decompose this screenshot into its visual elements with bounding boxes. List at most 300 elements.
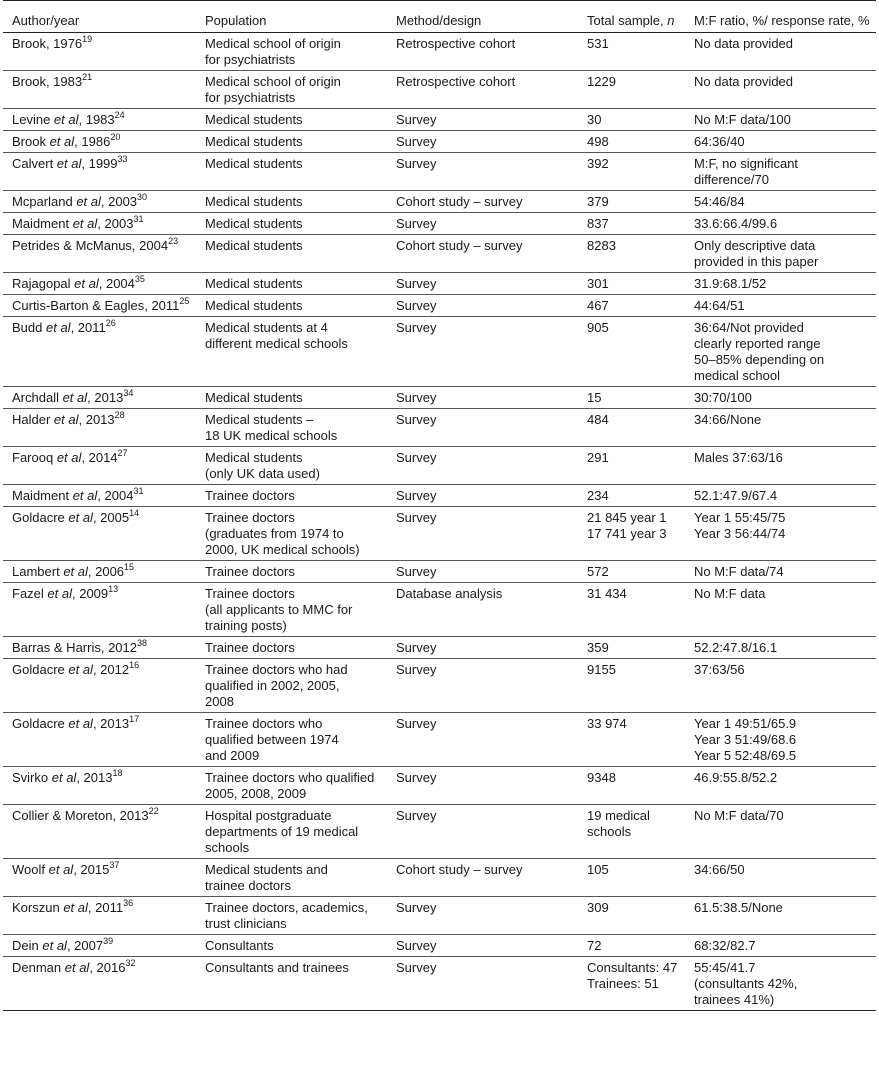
- author-cell: Lambert et al, 2006$^{15}$: [3, 561, 196, 583]
- ratio-cell: [685, 935, 876, 957]
- population-cell-line: Consultants and trainees: [205, 960, 349, 975]
- total-cell-line: 72: [587, 938, 602, 953]
- method-cell-line: Cohort study – survey: [396, 194, 523, 209]
- author-cell: Mcparland et al, 2003$^{30}$: [3, 191, 196, 213]
- ratio-cell-line: Year 5 52:48/69.5: [694, 748, 797, 763]
- author-cell: Collier & Moreton, 2013$^{22}$: [3, 805, 196, 859]
- ratio-cell-line: 54:46/84: [694, 194, 745, 209]
- total-cell: [578, 485, 685, 507]
- ratio-cell-line: clearly reported range: [694, 336, 821, 351]
- method-cell: [387, 935, 578, 957]
- ratio-cell: [685, 109, 876, 131]
- ratio-cell-line: No data provided: [694, 74, 794, 89]
- table-row: [3, 561, 876, 583]
- population-cell: [196, 317, 387, 387]
- ratio-cell: [685, 805, 876, 859]
- method-cell-line: Survey: [396, 134, 437, 149]
- ratio-cell: [685, 583, 876, 637]
- ratio-cell-line: No data provided: [694, 36, 794, 51]
- method-cell: [387, 317, 578, 387]
- author-cell: Brook et al, 1986$^{20}$: [3, 131, 196, 153]
- population-cell-line: (all applicants to MMC for: [205, 602, 353, 617]
- population-cell-line: Medical students: [205, 216, 303, 231]
- population-cell: [196, 191, 387, 213]
- ratio-cell: [685, 131, 876, 153]
- population-cell-line: Trainee doctors: [205, 586, 295, 601]
- author-cell: Fazel et al, 2009$^{13}$: [3, 583, 196, 637]
- table-row: [3, 387, 876, 409]
- table-row: [3, 859, 876, 897]
- method-cell-line: Database analysis: [396, 586, 503, 601]
- ratio-cell: [685, 191, 876, 213]
- author-cell: Maidment et al, 2004$^{31}$: [3, 485, 196, 507]
- population-cell: [196, 767, 387, 805]
- method-cell: [387, 235, 578, 273]
- population-cell: [196, 33, 387, 71]
- method-cell-line: Survey: [396, 112, 437, 127]
- total-cell: [578, 507, 685, 561]
- author-cell: Goldacre et al, 2013$^{17}$: [3, 713, 196, 767]
- table-row: [3, 659, 876, 713]
- author-cell: Goldacre et al, 2012$^{16}$: [3, 659, 196, 713]
- total-cell-line: 30: [587, 112, 602, 127]
- method-cell: [387, 583, 578, 637]
- method-cell-line: Survey: [396, 390, 437, 405]
- author-cell: Levine et al, 1983$^{24}$: [3, 109, 196, 131]
- population-cell-line: Medical students: [205, 156, 303, 171]
- method-cell-line: Cohort study – survey: [396, 862, 523, 877]
- ratio-cell-line: 30:70/100: [694, 390, 752, 405]
- reference-number: 14: [129, 508, 140, 518]
- method-cell-line: Survey: [396, 716, 437, 731]
- ratio-cell-line: medical school: [694, 368, 780, 383]
- population-cell-line: Consultants: [205, 938, 274, 953]
- reference-number: 38: [137, 638, 148, 648]
- author-cell: Denman et al, 2016$^{32}$: [3, 957, 196, 1011]
- ratio-cell-line: 46.9:55.8/52.2: [694, 770, 778, 785]
- method-cell-line: Survey: [396, 450, 437, 465]
- reference-number: 31: [133, 214, 144, 224]
- table-row: [3, 897, 876, 935]
- population-cell-line: 2005, 2008, 2009: [205, 786, 307, 801]
- author-cell: Dein et al, 2007$^{39}$: [3, 935, 196, 957]
- ratio-cell: [685, 561, 876, 583]
- total-cell-line: 1229: [587, 74, 616, 89]
- studies-table: [3, 0, 876, 1011]
- ratio-cell: [685, 235, 876, 273]
- ratio-cell-line: 44:64/51: [694, 298, 745, 313]
- population-cell: [196, 295, 387, 317]
- total-cell-line: 301: [587, 276, 609, 291]
- method-cell: [387, 805, 578, 859]
- reference-number: 16: [129, 660, 140, 670]
- total-cell-line: 837: [587, 216, 609, 231]
- method-cell-line: Survey: [396, 510, 437, 525]
- total-cell: [578, 447, 685, 485]
- ratio-cell: [685, 637, 876, 659]
- ratio-cell: [685, 33, 876, 71]
- header-population: Population: [196, 1, 387, 33]
- ratio-cell-line: 34:66/50: [694, 862, 745, 877]
- population-cell: [196, 583, 387, 637]
- author-cell: Barras & Harris, 2012$^{38}$: [3, 637, 196, 659]
- total-cell: [578, 659, 685, 713]
- ratio-cell-line: 34:66/None: [694, 412, 762, 427]
- total-cell-line: 33 974: [587, 716, 627, 731]
- method-cell-line: Survey: [396, 564, 437, 579]
- ratio-cell: [685, 213, 876, 235]
- total-cell-line: 359: [587, 640, 609, 655]
- ratio-cell-line: trainees 41%): [694, 992, 775, 1007]
- total-cell-line: 9155: [587, 662, 616, 677]
- ratio-cell-line: difference/70: [694, 172, 769, 187]
- method-cell-line: Survey: [396, 216, 437, 231]
- method-cell: [387, 109, 578, 131]
- ratio-cell: [685, 153, 876, 191]
- table-row: [3, 273, 876, 295]
- population-cell: [196, 409, 387, 447]
- reference-number: 31: [133, 486, 144, 496]
- ratio-cell: [685, 71, 876, 109]
- table-row: [3, 109, 876, 131]
- ratio-cell-line: 36:64/Not provided: [694, 320, 804, 335]
- table-row: [3, 191, 876, 213]
- population-cell-line: Hospital postgraduate: [205, 808, 332, 823]
- population-cell-line: Medical students at 4: [205, 320, 328, 335]
- total-cell-line: 234: [587, 488, 609, 503]
- ratio-cell: [685, 767, 876, 805]
- total-cell-line: 291: [587, 450, 609, 465]
- population-cell-line: qualified between 1974: [205, 732, 339, 747]
- total-cell-line: 17 741 year 3: [587, 526, 667, 541]
- total-cell-line: Consultants: 47: [587, 960, 678, 975]
- author-cell: Budd et al, 2011$^{26}$: [3, 317, 196, 387]
- table-row: [3, 409, 876, 447]
- table-row: [3, 33, 876, 71]
- ratio-cell-line: Males 37:63/16: [694, 450, 783, 465]
- reference-number: 25: [179, 296, 190, 306]
- ratio-cell-line: No M:F data: [694, 586, 766, 601]
- ratio-cell: [685, 409, 876, 447]
- population-cell: [196, 387, 387, 409]
- method-cell-line: Survey: [396, 156, 437, 171]
- header-total-line: sample, n: [618, 13, 675, 28]
- population-cell: [196, 561, 387, 583]
- ratio-cell-line: Only descriptive data: [694, 238, 816, 253]
- population-cell-line: Trainee doctors: [205, 488, 295, 503]
- population-cell-line: Trainee doctors who had: [205, 662, 348, 677]
- header-row: [3, 1, 876, 33]
- method-cell-line: Retrospective cohort: [396, 74, 516, 89]
- method-cell-line: Survey: [396, 298, 437, 313]
- method-cell-line: Survey: [396, 960, 437, 975]
- population-cell: [196, 957, 387, 1011]
- population-cell: [196, 935, 387, 957]
- population-cell-line: Medical students: [205, 276, 303, 291]
- population-cell-line: Trainee doctors: [205, 564, 295, 579]
- header-total-line: Total: [587, 13, 615, 28]
- total-cell: [578, 387, 685, 409]
- population-cell: [196, 273, 387, 295]
- header-ratio-line: M:F ratio, %/: [694, 13, 768, 28]
- author-cell: Brook, 1976$^{19}$: [3, 33, 196, 71]
- ratio-cell: [685, 317, 876, 387]
- population-cell-line: for psychiatrists: [205, 52, 296, 67]
- method-cell: [387, 409, 578, 447]
- total-cell: [578, 235, 685, 273]
- ratio-cell-line: (consultants 42%,: [694, 976, 798, 991]
- population-cell-line: Medical students: [205, 134, 303, 149]
- ratio-cell: [685, 507, 876, 561]
- population-cell-line: Medical students: [205, 450, 303, 465]
- method-cell-line: Survey: [396, 662, 437, 677]
- ratio-cell-line: provided in this paper: [694, 254, 819, 269]
- ratio-cell-line: Year 3 56:44/74: [694, 526, 786, 541]
- header-ratio: [685, 1, 876, 33]
- method-cell-line: Cohort study – survey: [396, 238, 523, 253]
- method-cell: [387, 191, 578, 213]
- author-cell: Brook, 1983$^{21}$: [3, 71, 196, 109]
- method-cell: [387, 295, 578, 317]
- total-cell: [578, 767, 685, 805]
- ratio-cell: [685, 485, 876, 507]
- ratio-cell-line: 33.6:66.4/99.6: [694, 216, 778, 231]
- total-cell: [578, 805, 685, 859]
- total-cell: [578, 295, 685, 317]
- table-row: [3, 583, 876, 637]
- population-cell: [196, 235, 387, 273]
- author-cell: Curtis-Barton & Eagles, 2011$^{25}$: [3, 295, 196, 317]
- reference-number: 37: [109, 860, 120, 870]
- method-cell: [387, 273, 578, 295]
- reference-number: 28: [114, 410, 125, 420]
- ratio-cell-line: 68:32/82.7: [694, 938, 756, 953]
- total-cell: [578, 897, 685, 935]
- population-cell-line: Medical students and: [205, 862, 328, 877]
- table-row: [3, 767, 876, 805]
- method-cell: [387, 767, 578, 805]
- ratio-cell: [685, 273, 876, 295]
- total-cell: [578, 153, 685, 191]
- total-cell-line: 105: [587, 862, 609, 877]
- method-cell-line: Survey: [396, 320, 437, 335]
- total-cell: [578, 33, 685, 71]
- population-cell-line: 2000, UK medical schools): [205, 542, 360, 557]
- table-body: [3, 33, 876, 1011]
- reference-number: 18: [112, 768, 123, 778]
- population-cell-line: Trainee doctors, academics,: [205, 900, 368, 915]
- total-cell: [578, 191, 685, 213]
- population-cell-line: Medical students: [205, 238, 303, 253]
- header-ratio-line: response rate, %: [771, 13, 870, 28]
- method-cell: [387, 153, 578, 191]
- reference-number: 13: [108, 584, 119, 594]
- population-cell: [196, 447, 387, 485]
- total-cell: [578, 109, 685, 131]
- reference-number: 32: [125, 958, 136, 968]
- population-cell-line: training posts): [205, 618, 287, 633]
- population-cell-line: (only UK data used): [205, 466, 320, 481]
- method-cell: [387, 131, 578, 153]
- population-cell: [196, 131, 387, 153]
- total-cell-line: Trainees: 51: [587, 976, 659, 991]
- method-cell-line: Survey: [396, 488, 437, 503]
- population-cell-line: 2008: [205, 694, 234, 709]
- population-cell: [196, 213, 387, 235]
- ratio-cell: [685, 957, 876, 1011]
- method-cell: [387, 447, 578, 485]
- total-cell-line: 15: [587, 390, 602, 405]
- population-cell: [196, 507, 387, 561]
- population-cell-line: 18 UK medical schools: [205, 428, 338, 443]
- ratio-cell-line: 31.9:68.1/52: [694, 276, 767, 291]
- total-cell-line: 498: [587, 134, 609, 149]
- population-cell-line: Medical school of origin: [205, 74, 341, 89]
- ratio-cell: [685, 295, 876, 317]
- total-cell-line: 19 medical: [587, 808, 650, 823]
- population-cell-line: qualified in 2002, 2005,: [205, 678, 340, 693]
- method-cell: [387, 957, 578, 1011]
- ratio-cell-line: Year 1 55:45/75: [694, 510, 786, 525]
- ratio-cell-line: 50–85% depending on: [694, 352, 825, 367]
- population-cell-line: and 2009: [205, 748, 260, 763]
- total-cell: [578, 131, 685, 153]
- ratio-cell-line: Year 3 51:49/68.6: [694, 732, 797, 747]
- table-row: [3, 317, 876, 387]
- table-row: [3, 153, 876, 191]
- method-cell: [387, 387, 578, 409]
- method-cell: [387, 507, 578, 561]
- total-cell: [578, 957, 685, 1011]
- table-row: [3, 485, 876, 507]
- population-cell-line: trainee doctors: [205, 878, 291, 893]
- total-cell-line: 905: [587, 320, 609, 335]
- table-row: [3, 805, 876, 859]
- population-cell-line: Medical students: [205, 194, 303, 209]
- reference-number: 21: [82, 72, 93, 82]
- ratio-cell: [685, 713, 876, 767]
- total-cell: [578, 561, 685, 583]
- total-cell: [578, 935, 685, 957]
- ratio-cell-line: 52.1:47.9/67.4: [694, 488, 778, 503]
- table-row: [3, 295, 876, 317]
- total-cell-line: schools: [587, 824, 632, 839]
- header-method: Method/design: [387, 1, 578, 33]
- author-cell: Maidment et al, 2003$^{31}$: [3, 213, 196, 235]
- reference-number: 15: [124, 562, 135, 572]
- total-cell: [578, 71, 685, 109]
- total-cell-line: 31 434: [587, 586, 627, 601]
- population-cell-line: departments of 19 medical: [205, 824, 359, 839]
- header-author: Author/year: [3, 1, 196, 33]
- author-cell: Goldacre et al, 2005$^{14}$: [3, 507, 196, 561]
- population-cell: [196, 485, 387, 507]
- total-cell-line: 9348: [587, 770, 616, 785]
- method-cell-line: Retrospective cohort: [396, 36, 516, 51]
- total-cell: [578, 859, 685, 897]
- population-cell: [196, 859, 387, 897]
- population-cell: [196, 897, 387, 935]
- population-cell: [196, 71, 387, 109]
- reference-number: 19: [82, 34, 93, 44]
- table-row: [3, 71, 876, 109]
- table-row: [3, 957, 876, 1011]
- method-cell-line: Survey: [396, 808, 437, 823]
- reference-number: 22: [148, 806, 159, 816]
- method-cell: [387, 33, 578, 71]
- author-cell: Woolf et al, 2015$^{37}$: [3, 859, 196, 897]
- population-cell: [196, 805, 387, 859]
- total-cell: [578, 583, 685, 637]
- author-cell: Svirko et al, 2013$^{18}$: [3, 767, 196, 805]
- reference-number: 23: [168, 236, 179, 246]
- total-cell: [578, 317, 685, 387]
- population-cell-line: trust clinicians: [205, 916, 287, 931]
- population-cell-line: Trainee doctors: [205, 640, 295, 655]
- method-cell: [387, 659, 578, 713]
- reference-number: 27: [117, 448, 128, 458]
- table-row: [3, 213, 876, 235]
- population-cell-line: Trainee doctors: [205, 510, 295, 525]
- reference-number: 33: [117, 154, 128, 164]
- total-cell: [578, 273, 685, 295]
- method-cell: [387, 561, 578, 583]
- population-cell-line: Medical students: [205, 112, 303, 127]
- method-cell: [387, 637, 578, 659]
- total-cell: [578, 213, 685, 235]
- population-cell-line: for psychiatrists: [205, 90, 296, 105]
- population-cell-line: Medical students –: [205, 412, 314, 427]
- author-cell: Farooq et al, 2014$^{27}$: [3, 447, 196, 485]
- population-cell-line: Trainee doctors who qualified: [205, 770, 375, 785]
- ratio-cell-line: Year 1 49:51/65.9: [694, 716, 797, 731]
- author-cell: Rajagopal et al, 2004$^{35}$: [3, 273, 196, 295]
- total-cell: [578, 713, 685, 767]
- total-cell-line: 484: [587, 412, 609, 427]
- author-cell: Calvert et al, 1999$^{33}$: [3, 153, 196, 191]
- total-cell-line: 309: [587, 900, 609, 915]
- method-cell: [387, 859, 578, 897]
- population-cell-line: Medical students: [205, 390, 303, 405]
- method-cell: [387, 213, 578, 235]
- ratio-cell-line: 52.2:47.8/16.1: [694, 640, 778, 655]
- author-cell: Petrides & McManus, 2004$^{23}$: [3, 235, 196, 273]
- reference-number: 30: [137, 192, 148, 202]
- population-cell: [196, 713, 387, 767]
- method-cell-line: Survey: [396, 640, 437, 655]
- method-cell: [387, 713, 578, 767]
- total-cell-line: 531: [587, 36, 609, 51]
- table-row: [3, 235, 876, 273]
- population-cell-line: (graduates from 1974 to: [205, 526, 344, 541]
- total-cell-line: 467: [587, 298, 609, 313]
- method-cell-line: Survey: [396, 938, 437, 953]
- ratio-cell-line: No M:F data/74: [694, 564, 784, 579]
- reference-number: 20: [110, 132, 121, 142]
- total-cell-line: 392: [587, 156, 609, 171]
- method-cell-line: Survey: [396, 900, 437, 915]
- table-row: [3, 507, 876, 561]
- table-row: [3, 447, 876, 485]
- population-cell-line: different medical schools: [205, 336, 348, 351]
- population-cell: [196, 659, 387, 713]
- method-cell-line: Survey: [396, 276, 437, 291]
- total-cell: [578, 637, 685, 659]
- ratio-cell: [685, 659, 876, 713]
- table-row: [3, 713, 876, 767]
- author-cell: Archdall et al, 2013$^{34}$: [3, 387, 196, 409]
- ratio-cell-line: M:F, no significant: [694, 156, 799, 171]
